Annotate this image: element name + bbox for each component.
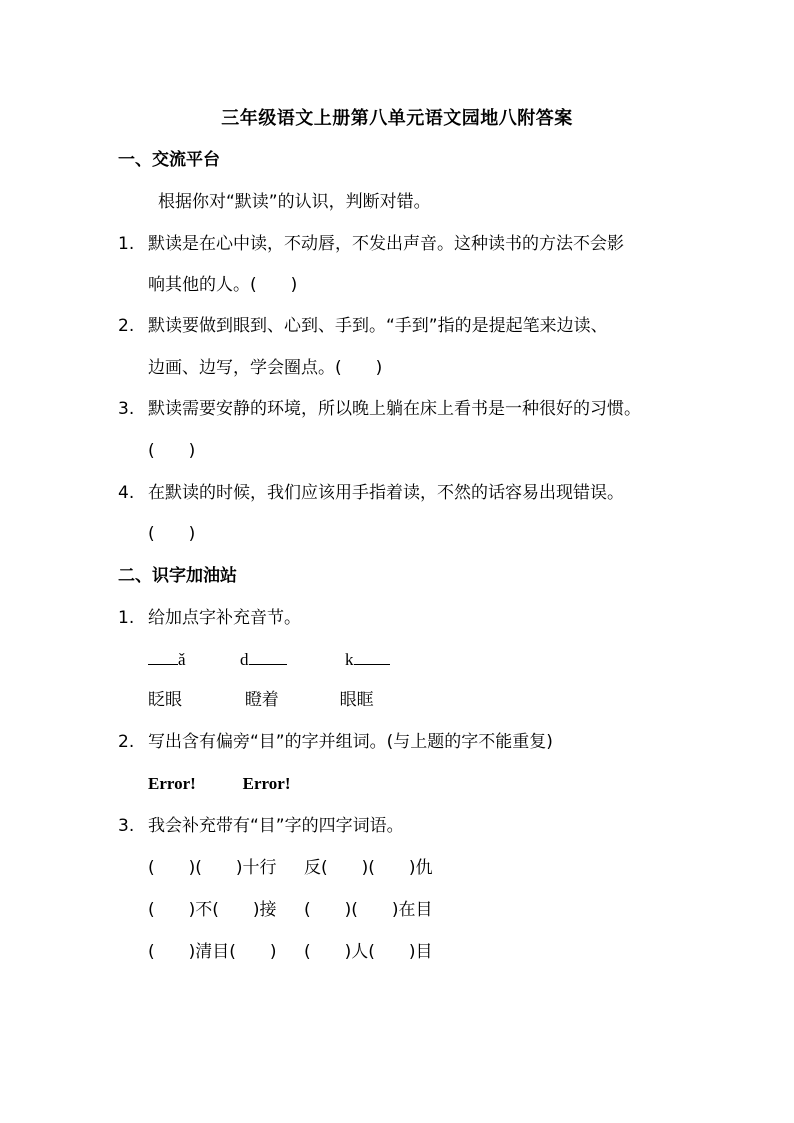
error-text: Error! bbox=[242, 774, 291, 793]
word: 眨眼 bbox=[148, 690, 182, 710]
s1-item-1 bbox=[118, 232, 624, 256]
word: 瞪着 bbox=[244, 690, 279, 710]
item-text: 默读需要安静的环境，所以晚上躺在床上看书是一种很好的习惯。 bbox=[148, 399, 641, 419]
pinyin-blank[interactable] bbox=[148, 648, 178, 665]
pinyin-letter: ǎ bbox=[178, 650, 186, 669]
idiom-blank[interactable]: ( )不( )接 bbox=[148, 900, 277, 920]
idiom-row-2 bbox=[148, 898, 433, 922]
idiom-blank[interactable]: 反( )( )仇 bbox=[304, 858, 433, 878]
item-number: 1. bbox=[118, 234, 135, 254]
idiom-row-3 bbox=[148, 940, 433, 964]
item-text: 写出含有偏旁“目”的字并组词。(与上题的字不能重复) bbox=[148, 732, 553, 752]
idiom-blank[interactable]: ( )( )在目 bbox=[304, 900, 433, 920]
s1-item-1-cont: 响其他的人。( ) bbox=[148, 275, 298, 295]
section2-heading: 二、识字加油站 bbox=[118, 566, 237, 586]
item-text: 我会补充带有“目”字的四字词语。 bbox=[148, 816, 404, 836]
s1-item-3 bbox=[118, 397, 641, 421]
s1-item-2-cont: 边画、边写，学会圈点。( ) bbox=[148, 358, 383, 378]
s1-item-4-cont: ( ) bbox=[148, 524, 196, 544]
error-text: Error! bbox=[148, 774, 196, 793]
section1-heading: 一、交流平台 bbox=[118, 150, 220, 170]
item-number: 1. bbox=[118, 608, 135, 628]
idiom-row-1 bbox=[148, 856, 433, 880]
idiom-blank[interactable]: ( )清目( ) bbox=[148, 942, 277, 962]
s2-question-2 bbox=[118, 730, 553, 754]
item-number: 3. bbox=[118, 399, 135, 419]
pinyin-blanks-row bbox=[148, 648, 390, 672]
pinyin-blank[interactable] bbox=[249, 648, 287, 665]
error-answers-row bbox=[148, 772, 291, 796]
s1-item-4 bbox=[118, 481, 624, 505]
pinyin-letter: k bbox=[345, 650, 354, 669]
item-number: 2. bbox=[118, 732, 135, 752]
pinyin-letter: d bbox=[240, 650, 249, 669]
words-row bbox=[148, 688, 374, 712]
page-title: 三年级语文上册第八单元语文园地八附答案 bbox=[221, 108, 573, 129]
s1-item-2 bbox=[118, 314, 608, 338]
s2-question-3 bbox=[118, 814, 404, 838]
pinyin-blank[interactable] bbox=[354, 648, 390, 665]
section1-intro: 根据你对“默读”的认识，判断对错。 bbox=[158, 192, 431, 212]
item-number: 3. bbox=[118, 816, 135, 836]
item-number: 4. bbox=[118, 483, 135, 503]
item-text: 默读是在心中读，不动唇，不发出声音。这种读书的方法不会影 bbox=[148, 234, 624, 254]
item-number: 2. bbox=[118, 316, 135, 336]
item-text: 默读要做到眼到、心到、手到。“手到”指的是提起笔来边读、 bbox=[148, 316, 608, 336]
idiom-blank[interactable]: ( )人( )目 bbox=[304, 942, 433, 962]
word: 眼眶 bbox=[339, 690, 374, 710]
s1-item-3-cont: ( ) bbox=[148, 441, 196, 461]
idiom-blank[interactable]: ( )( )十行 bbox=[148, 858, 277, 878]
s2-question-1 bbox=[118, 606, 301, 630]
item-text: 给加点字补充音节。 bbox=[148, 608, 301, 628]
item-text: 在默读的时候，我们应该用手指着读，不然的话容易出现错误。 bbox=[148, 483, 624, 503]
